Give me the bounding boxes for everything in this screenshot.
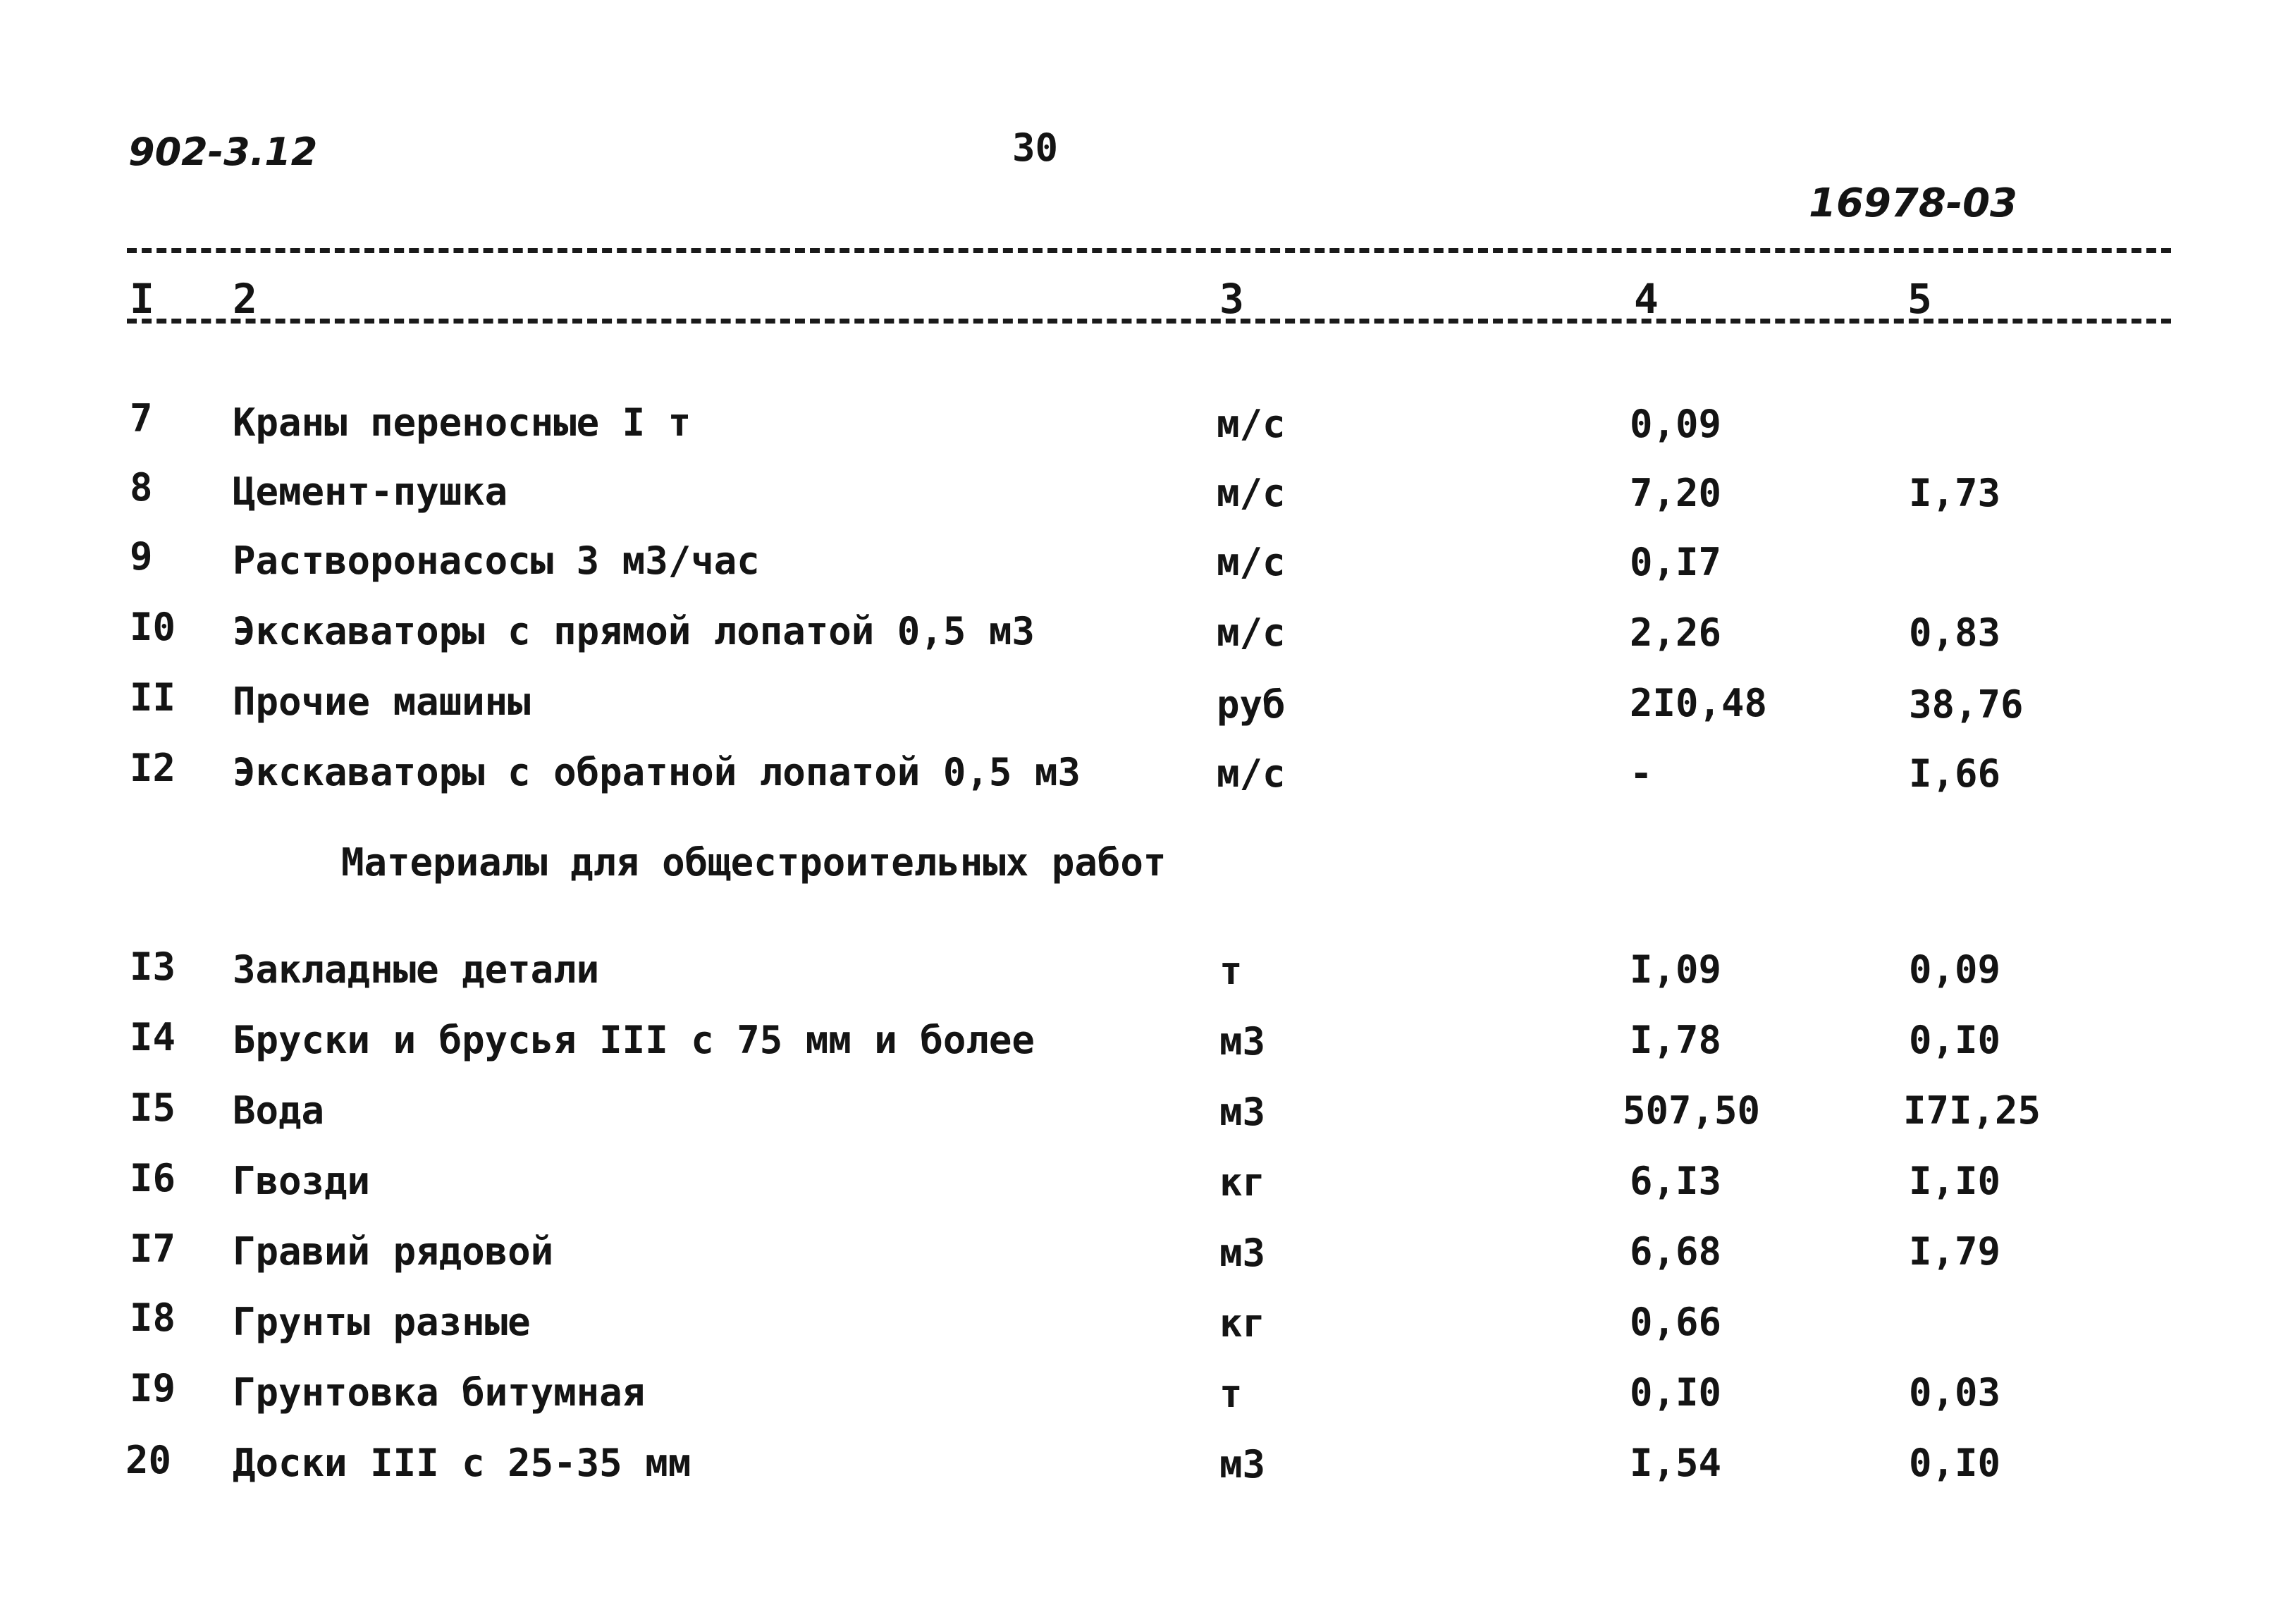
row-value-col5: 0,03 bbox=[1909, 1370, 2001, 1415]
row-name: Грунтовка битумная bbox=[233, 1370, 646, 1415]
row-value-col4: 0,09 bbox=[1630, 402, 1722, 446]
row-number: 8 bbox=[130, 465, 153, 510]
column-header-5: 5 bbox=[1907, 275, 1932, 323]
document-code: 902-3.12 bbox=[128, 130, 318, 174]
header-underline-rule bbox=[127, 319, 2171, 324]
row-unit: м3 bbox=[1219, 1231, 1266, 1275]
row-name: Гравий рядовой bbox=[233, 1229, 554, 1274]
row-value-col4: 7,20 bbox=[1630, 471, 1722, 515]
row-value-col4: I,54 bbox=[1630, 1441, 1722, 1485]
page-number: 30 bbox=[1012, 125, 1059, 170]
row-value-col5: I7I,25 bbox=[1903, 1088, 2041, 1133]
row-unit: м3 bbox=[1219, 1019, 1266, 1064]
row-unit: т bbox=[1219, 949, 1243, 993]
column-header-1: I bbox=[130, 275, 154, 323]
row-value-col5: 0,I0 bbox=[1909, 1018, 2001, 1062]
row-name: Краны переносные I т bbox=[233, 400, 691, 445]
row-unit: м/с bbox=[1217, 540, 1286, 584]
row-unit: м/с bbox=[1217, 402, 1286, 446]
row-value-col5: 0,83 bbox=[1909, 610, 2001, 655]
column-header-3: 3 bbox=[1219, 275, 1244, 323]
row-number: II bbox=[130, 675, 176, 720]
top-dashed-rule bbox=[127, 248, 2171, 253]
row-value-col4: 6,68 bbox=[1630, 1229, 1722, 1274]
row-unit: м/с bbox=[1217, 610, 1286, 655]
column-header-2: 2 bbox=[233, 275, 257, 323]
row-number: I8 bbox=[130, 1296, 176, 1340]
row-name: Цемент-пушка bbox=[233, 469, 508, 514]
row-name: Гвозди bbox=[233, 1159, 371, 1203]
row-name: Растворонасосы 3 м3/час bbox=[233, 539, 760, 583]
handwritten-stamp-number: 16978-03 bbox=[1809, 180, 2017, 226]
row-value-col4: 2,26 bbox=[1630, 610, 1722, 655]
row-unit: т bbox=[1219, 1372, 1243, 1416]
row-number: I6 bbox=[130, 1156, 176, 1200]
row-value-col4: - bbox=[1630, 751, 1653, 796]
row-number: I9 bbox=[130, 1366, 176, 1410]
row-number: I7 bbox=[130, 1226, 176, 1271]
row-name: Экскаваторы с обратной лопатой 0,5 м3 bbox=[233, 750, 1081, 794]
row-value-col5: 0,09 bbox=[1909, 947, 2001, 992]
row-number: 20 bbox=[125, 1438, 172, 1482]
section-heading: Материалы для общестроительных работ bbox=[341, 840, 1167, 885]
row-value-col5: I,79 bbox=[1909, 1229, 2001, 1274]
row-unit: м3 bbox=[1219, 1090, 1266, 1134]
row-value-col4: 507,50 bbox=[1623, 1088, 1761, 1133]
row-value-col5: I,73 bbox=[1909, 471, 2001, 515]
row-unit: м/с bbox=[1217, 751, 1286, 796]
row-value-col4: 2I0,48 bbox=[1630, 681, 1768, 725]
row-value-col5: I,66 bbox=[1909, 751, 2001, 796]
row-value-col5: I,I0 bbox=[1909, 1159, 2001, 1203]
row-name: Экскаваторы с прямой лопатой 0,5 м3 bbox=[233, 609, 1035, 653]
row-name: Бруски и брусья III с 75 мм и более bbox=[233, 1018, 1035, 1062]
row-name: Закладные детали bbox=[233, 947, 600, 992]
row-unit: руб bbox=[1217, 682, 1286, 727]
row-unit: м3 bbox=[1219, 1442, 1266, 1487]
row-number: 7 bbox=[130, 396, 153, 441]
row-value-col5: 0,I0 bbox=[1909, 1441, 2001, 1485]
row-number: I5 bbox=[130, 1085, 176, 1130]
row-unit: кг bbox=[1219, 1160, 1266, 1205]
row-name: Доски III с 25-35 мм bbox=[233, 1441, 691, 1485]
row-value-col4: 6,I3 bbox=[1630, 1159, 1722, 1203]
row-name: Вода bbox=[233, 1088, 325, 1133]
row-value-col4: 0,I0 bbox=[1630, 1370, 1722, 1415]
row-name: Прочие машины bbox=[233, 679, 531, 724]
row-value-col4: 0,66 bbox=[1630, 1300, 1722, 1344]
row-number: I4 bbox=[130, 1015, 176, 1059]
row-value-col5: 38,76 bbox=[1909, 682, 2024, 727]
column-header-4: 4 bbox=[1634, 275, 1659, 323]
row-value-col4: I,09 bbox=[1630, 947, 1722, 992]
row-unit: кг bbox=[1219, 1301, 1266, 1346]
row-unit: м/с bbox=[1217, 471, 1286, 515]
row-number: 9 bbox=[130, 534, 153, 579]
row-number: I2 bbox=[130, 746, 176, 790]
row-value-col4: 0,I7 bbox=[1630, 540, 1722, 584]
row-number: I0 bbox=[130, 605, 176, 649]
row-name: Грунты разные bbox=[233, 1300, 531, 1344]
row-value-col4: I,78 bbox=[1630, 1018, 1722, 1062]
row-number: I3 bbox=[130, 945, 176, 989]
